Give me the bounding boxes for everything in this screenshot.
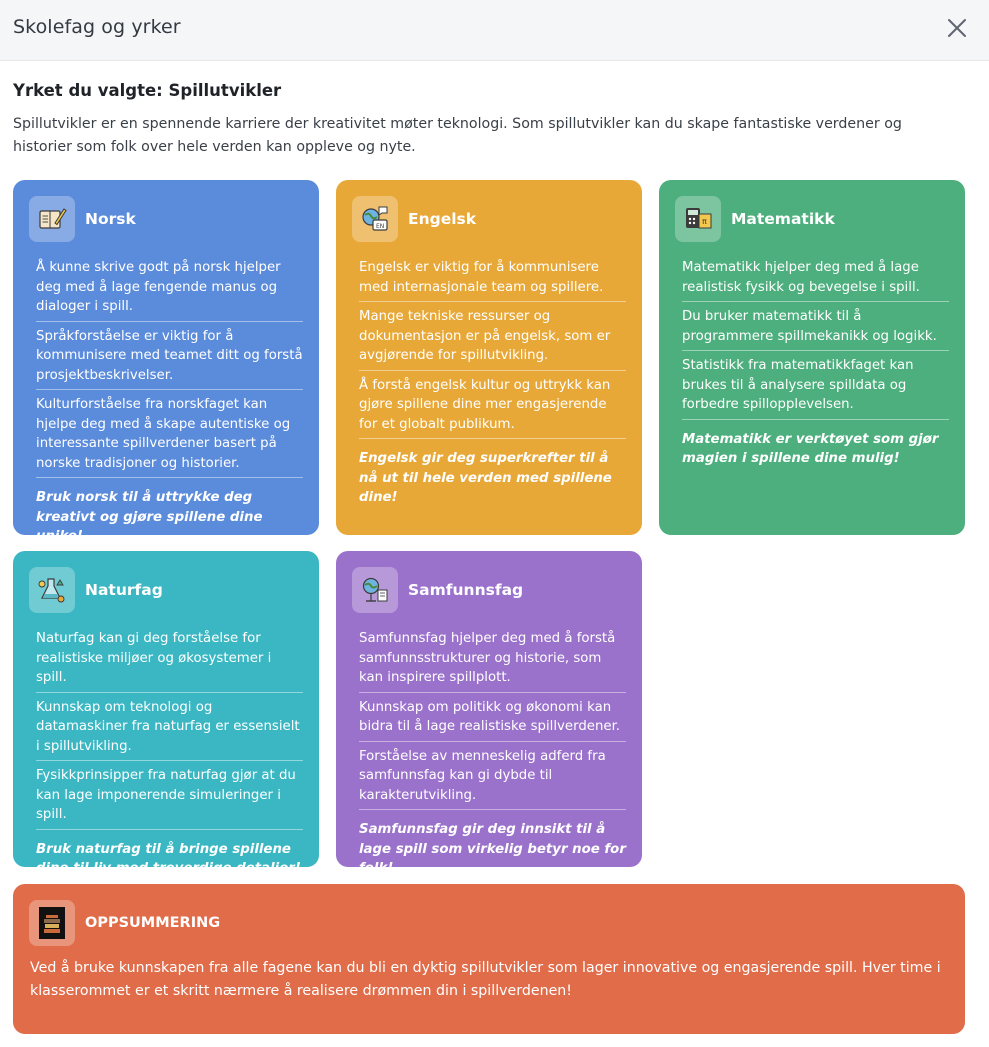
- career-heading: Yrket du valgte: Spillutvikler: [13, 81, 282, 100]
- subject-title: Engelsk: [408, 210, 477, 228]
- subject-card-engelsk: [336, 180, 642, 535]
- subject-point: Å kunne skrive godt på norsk hjelper deg med å lage fengende manus og dialoger i spill.: [36, 258, 303, 322]
- subject-point: Kunnskap om teknologi og datamaskiner fra naturfag er essensielt i spillutvikling.: [36, 698, 303, 762]
- subject-point: Naturfag kan gi deg forståelse for realistiske miljøer og økosystemer i spill.: [36, 629, 303, 693]
- globe-scales-icon: [352, 567, 398, 613]
- subject-title: Norsk: [85, 210, 136, 228]
- subject-point: Matematikk hjelper deg med å lage realistisk fysikk og bevegelse i spill.: [682, 258, 949, 302]
- svg-text:π: π: [702, 217, 707, 226]
- close-icon: [944, 15, 970, 41]
- subject-point: Engelsk er viktig for å kommunisere med internasjonale team og spillere.: [359, 258, 626, 302]
- summary-title: OPPSUMMERING: [85, 915, 221, 931]
- modal-header: [0, 0, 989, 61]
- book-writing-icon: [29, 196, 75, 242]
- subject-point: Fysikkprinsipper fra naturfag gjør at du kan lage imponerende simuleringer i spill.: [36, 766, 303, 830]
- modal-title: Skolefag og yrker: [13, 16, 181, 38]
- subject-title: Samfunnsfag: [408, 581, 524, 599]
- subject-point: Språkforståelse er viktig for å kommunisere med teamet ditt og forstå prosjektbeskrivelser.: [36, 327, 303, 391]
- subject-point: Forståelse av menneskelig adferd fra samfunnsfag kan gi dybde til karakterutvikling.: [359, 747, 626, 811]
- subject-tagline: Bruk naturfag til å bringe spillene dine til liv med troverdige detaljer!: [36, 841, 301, 876]
- subject-tagline: Samfunnsfag gir deg innsikt til å lage spill som virkelig betyr noe for folk!: [359, 822, 626, 876]
- career-description: Spillutvikler er en spennende karriere der kreativitet møter teknologi. Som spillutvikler kan du skape fantastiske verdener og historier som folk over hele verden kan oppleve og nyte.: [13, 116, 902, 155]
- subject-point: Kulturforståelse fra norskfaget kan hjelpe deg med å skape autentiske og interessante spillverdener basert på norske tradisjoner og historier.: [36, 395, 303, 478]
- subject-card-norsk: [13, 180, 319, 544]
- subject-tagline: Engelsk gir deg superkrefter til å nå ut til hele verden med spillene dine!: [359, 451, 612, 505]
- subject-point: Samfunnsfag hjelper deg med å forstå samfunnsstrukturer og historie, som kan inspirere spillplott.: [359, 629, 626, 693]
- subject-tagline: Matematikk er verktøyet som gjør magien i spillene dine mulig!: [682, 431, 939, 466]
- subject-title: Naturfag: [85, 581, 163, 599]
- subject-card-naturfag: [13, 551, 319, 876]
- subject-point: Kunnskap om politikk og økonomi kan bidra til å lage realistiske spillverdener.: [359, 698, 626, 742]
- summary-card: [13, 884, 965, 1034]
- subject-card-matematikk: [659, 180, 965, 535]
- subject-title: Matematikk: [731, 210, 835, 228]
- calculator-math-icon: [675, 196, 721, 242]
- subject-point: Mange tekniske ressurser og dokumentasjon er på engelsk, som er avgjørende for spillutvikling.: [359, 307, 626, 371]
- close-button[interactable]: [944, 15, 970, 41]
- science-flask-icon: [29, 567, 75, 613]
- subject-point: Du bruker matematikk til å programmere spillmekanikk og logikk.: [682, 307, 949, 351]
- subject-card-samfunnsfag: [336, 551, 642, 876]
- subject-tagline: Bruk norsk til å uttrykke deg kreativt og gjøre spillene dine unike!: [36, 490, 263, 544]
- svg-text:EN: EN: [376, 223, 385, 230]
- stacked-books-icon: [29, 900, 75, 946]
- subject-point: Å forstå engelsk kultur og uttrykk kan gjøre spillene dine mer engasjerende for et globalt publikum.: [359, 376, 626, 440]
- globe-language-icon: [352, 196, 398, 242]
- summary-text: Ved å bruke kunnskapen fra alle fagene kan du bli en dyktig spillutvikler som lager innovative og engasjerende spill. Hver time i klasserommet er et skritt nærmere å realisere drømmen din i spillverdenen!: [30, 960, 941, 999]
- subject-point: Statistikk fra matematikkfaget kan brukes til å analysere spilldata og forbedre spillopplevelsen.: [682, 356, 949, 420]
